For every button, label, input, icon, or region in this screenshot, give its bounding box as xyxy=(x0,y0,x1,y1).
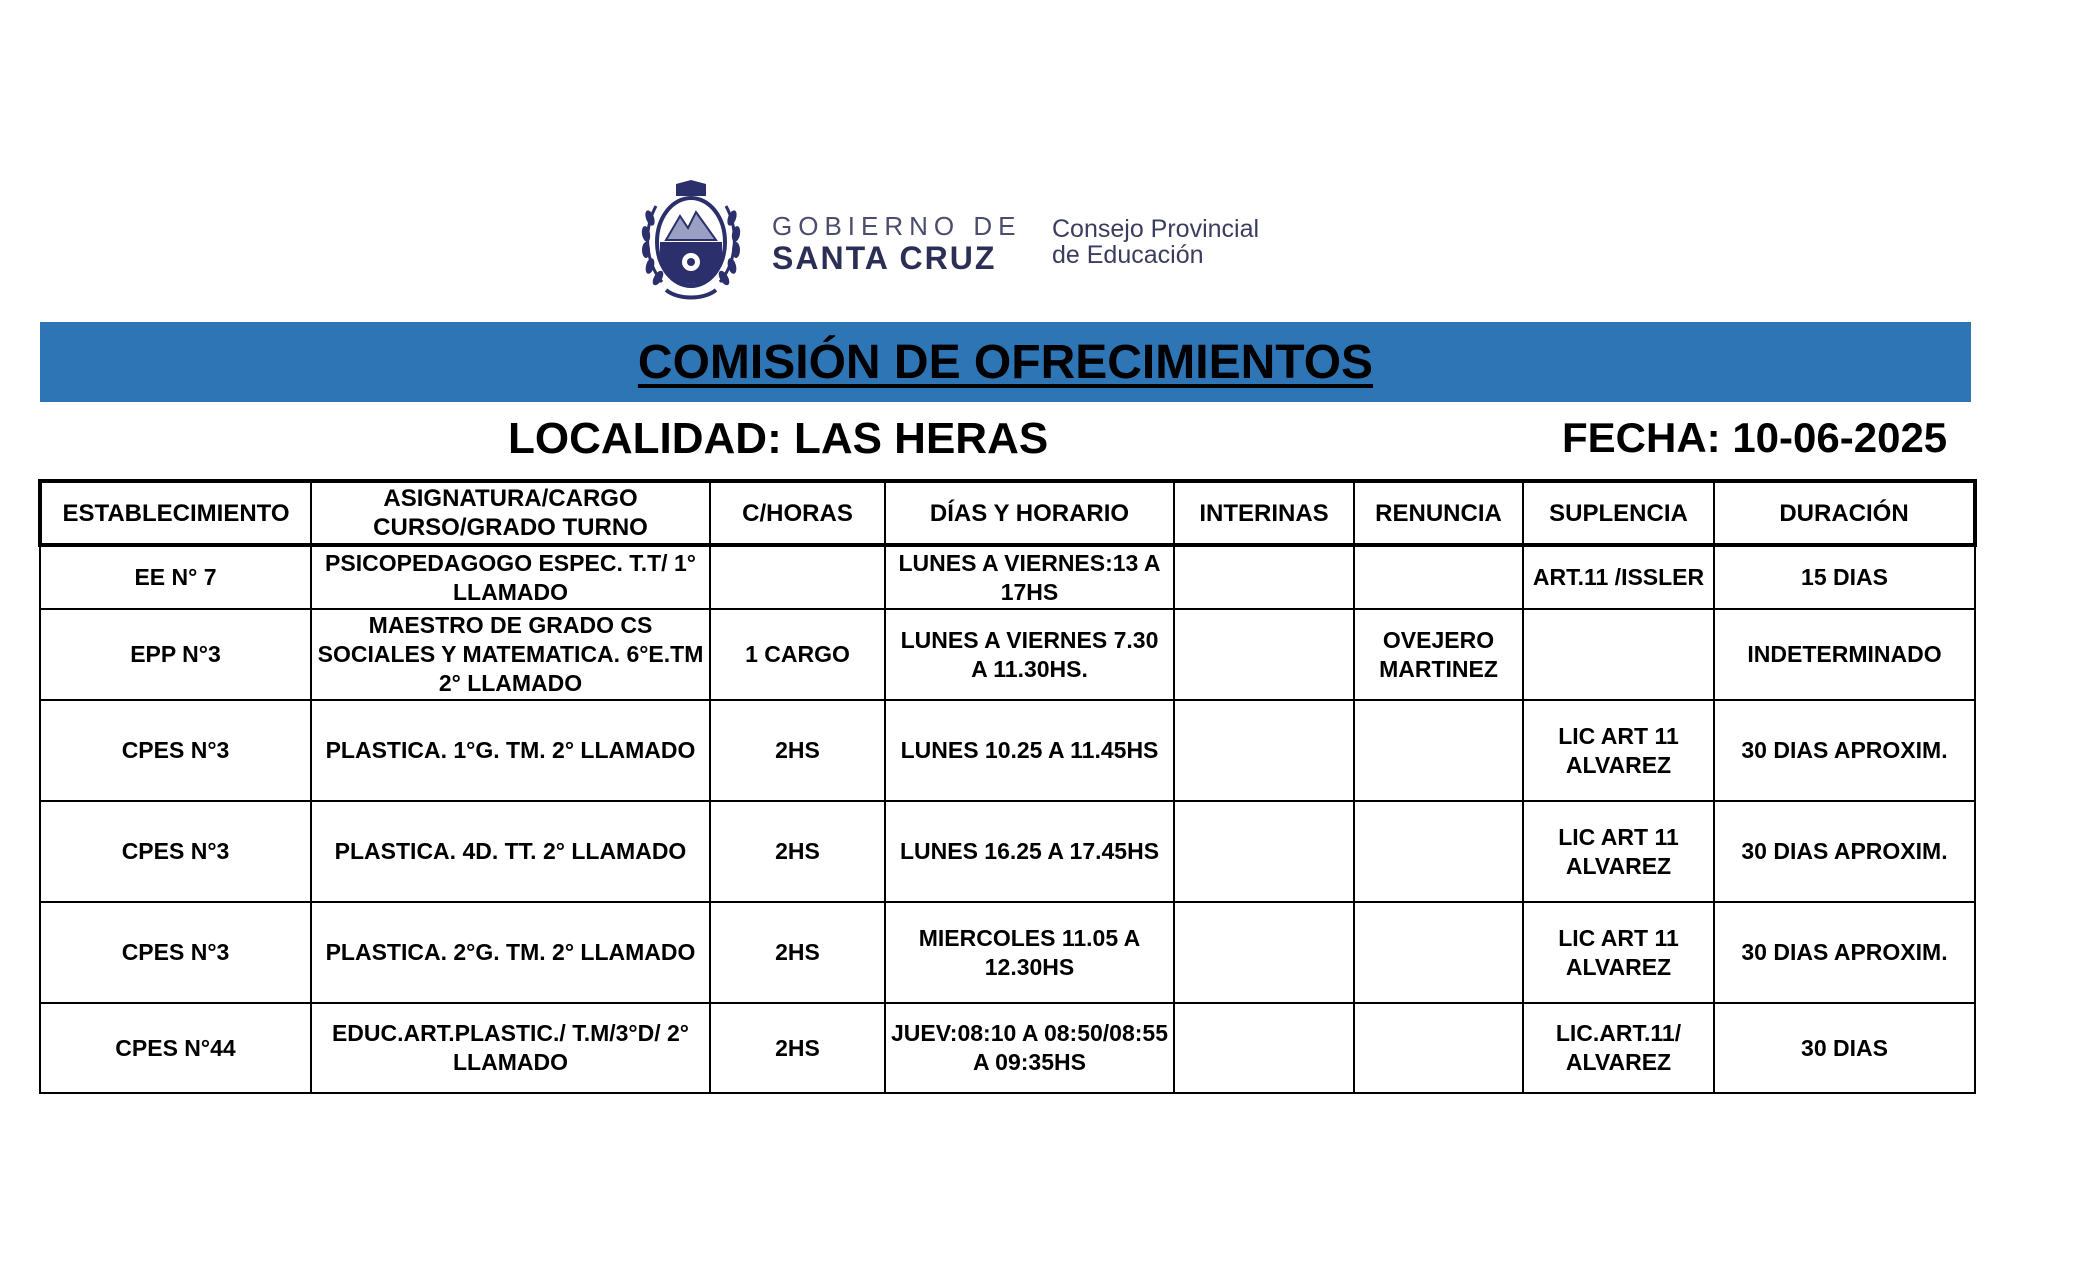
cell-renuncia xyxy=(1354,1003,1523,1093)
gobierno-de-text: GOBIERNO DE xyxy=(772,211,1022,241)
localidad-label: LOCALIDAD: LAS HERAS xyxy=(508,414,1049,463)
table-row xyxy=(40,700,1975,801)
table-row xyxy=(40,801,1975,902)
cell-horas xyxy=(710,545,885,609)
header-establecimiento: ESTABLECIMIENTO xyxy=(40,481,311,545)
cell-horas: 2HS xyxy=(710,700,885,801)
cell-asignatura: PSICOPEDAGOGO ESPEC. T.T/ 1° LLAMADO xyxy=(311,545,710,609)
cell-dias: LUNES A VIERNES:13 A 17HS xyxy=(885,545,1174,609)
header-dias: DÍAS Y HORARIO xyxy=(885,481,1174,545)
cell-suplencia: LIC ART 11 ALVAREZ xyxy=(1523,801,1714,902)
cell-horas: 2HS xyxy=(710,801,885,902)
cell-renuncia xyxy=(1354,700,1523,801)
cell-suplencia: LIC ART 11 ALVAREZ xyxy=(1523,902,1714,1003)
cell-asignatura: EDUC.ART.PLASTIC./ T.M/3°D/ 2° LLAMADO xyxy=(311,1003,710,1093)
cell-duracion: 30 DIAS xyxy=(1714,1003,1975,1093)
header-renuncia: RENUNCIA xyxy=(1354,481,1523,545)
cell-duracion: 30 DIAS APROXIM. xyxy=(1714,902,1975,1003)
consejo-provincial-wordmark xyxy=(1052,216,1259,268)
cell-suplencia: LIC ART 11 ALVAREZ xyxy=(1523,700,1714,801)
consejo-line1: Consejo Provincial xyxy=(1052,215,1260,243)
cell-establecimiento: CPES N°3 xyxy=(40,700,311,801)
cell-renuncia xyxy=(1354,902,1523,1003)
header-interinas: INTERINAS xyxy=(1174,481,1354,545)
gobierno-santa-cruz-wordmark xyxy=(772,212,1021,276)
header-asignatura xyxy=(311,481,710,545)
cell-establecimiento: EE N° 7 xyxy=(40,545,311,609)
cell-interinas xyxy=(1174,801,1354,902)
cell-suplencia: LIC.ART.11/ ALVAREZ xyxy=(1523,1003,1714,1093)
header-suplencia: SUPLENCIA xyxy=(1523,481,1714,545)
cell-renuncia xyxy=(1354,801,1523,902)
cell-dias: LUNES 16.25 A 17.45HS xyxy=(885,801,1174,902)
cell-establecimiento: CPES N°44 xyxy=(40,1003,311,1093)
consejo-line2: de Educación xyxy=(1052,241,1204,269)
cell-interinas xyxy=(1174,609,1354,700)
cell-dias: LUNES A VIERNES 7.30 A 11.30HS. xyxy=(885,609,1174,700)
cell-asignatura: MAESTRO DE GRADO CS SOCIALES Y MATEMATICA. 6°E.TM 2° LLAMADO xyxy=(311,609,710,700)
table-row xyxy=(40,1003,1975,1093)
santa-cruz-text: SANTA CRUZ xyxy=(772,240,997,276)
cell-dias: LUNES 10.25 A 11.45HS xyxy=(885,700,1174,801)
cell-renuncia xyxy=(1354,545,1523,609)
cell-asignatura: PLASTICA. 2°G. TM. 2° LLAMADO xyxy=(311,902,710,1003)
table-row xyxy=(40,545,1975,609)
cell-suplencia xyxy=(1523,609,1714,700)
cell-horas: 1 CARGO xyxy=(710,609,885,700)
cell-renuncia: OVEJERO MARTINEZ xyxy=(1354,609,1523,700)
cell-suplencia: ART.11 /ISSLER xyxy=(1523,545,1714,609)
cell-interinas xyxy=(1174,700,1354,801)
cell-establecimiento: CPES N°3 xyxy=(40,902,311,1003)
cell-asignatura: PLASTICA. 4D. TT. 2° LLAMADO xyxy=(311,801,710,902)
table-header-row xyxy=(40,481,1975,545)
cell-duracion: 15 DIAS xyxy=(1714,545,1975,609)
cell-interinas xyxy=(1174,1003,1354,1093)
table-row xyxy=(40,902,1975,1003)
cell-duracion: 30 DIAS APROXIM. xyxy=(1714,700,1975,801)
header-asignatura-line2: CURSO/GRADO TURNO xyxy=(373,514,648,541)
title-banner xyxy=(40,322,1971,402)
cell-duracion: INDETERMINADO xyxy=(1714,609,1975,700)
header-asignatura-line1: ASIGNATURA/CARGO xyxy=(383,485,638,512)
cell-interinas xyxy=(1174,545,1354,609)
cell-duracion: 30 DIAS APROXIM. xyxy=(1714,801,1975,902)
cell-horas: 2HS xyxy=(710,902,885,1003)
cell-establecimiento: EPP N°3 xyxy=(40,609,311,700)
fecha-label: FECHA: 10-06-2025 xyxy=(1562,414,1948,461)
cell-dias: MIERCOLES 11.05 A 12.30HS xyxy=(885,902,1174,1003)
cell-horas: 2HS xyxy=(710,1003,885,1093)
ofrecimientos-table xyxy=(38,479,1977,1094)
header-duracion: DURACIÓN xyxy=(1714,481,1975,545)
santa-cruz-crest-icon xyxy=(636,178,746,304)
table-row xyxy=(40,609,1975,700)
cell-asignatura: PLASTICA. 1°G. TM. 2° LLAMADO xyxy=(311,700,710,801)
cell-dias: JUEV:08:10 A 08:50/08:55 A 09:35HS xyxy=(885,1003,1174,1093)
header-horas: C/HORAS xyxy=(710,481,885,545)
cell-establecimiento: CPES N°3 xyxy=(40,801,311,902)
cell-interinas xyxy=(1174,902,1354,1003)
page-title: COMISIÓN DE OFRECIMIENTOS xyxy=(637,335,1374,389)
header-logo xyxy=(636,178,1296,304)
